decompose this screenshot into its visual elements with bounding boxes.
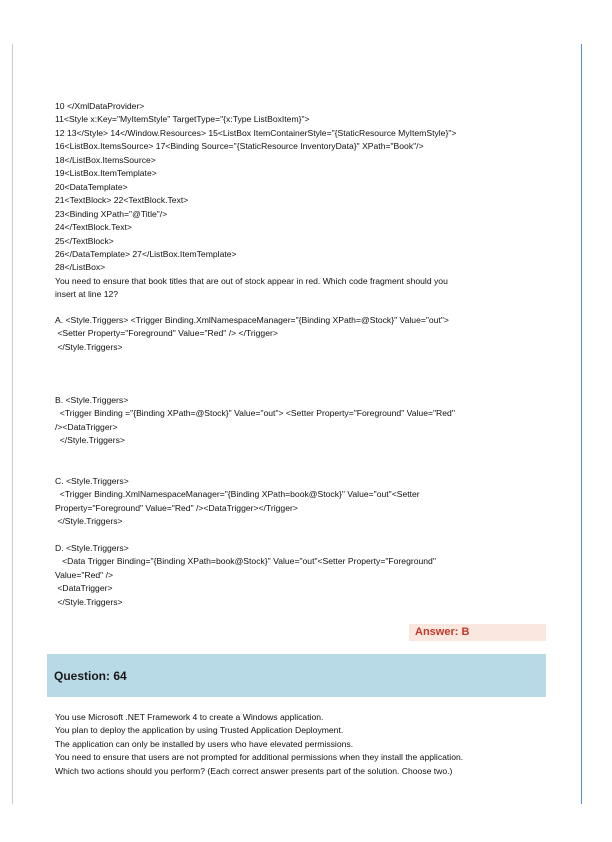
option-d-line: <DataTrigger> xyxy=(55,583,113,594)
option-d-line: </Style.Triggers> xyxy=(55,596,123,607)
answer-box xyxy=(409,624,546,641)
option-b xyxy=(55,394,545,448)
page-right-rule xyxy=(581,44,582,804)
code-line: 25</TextBlock> xyxy=(55,235,114,246)
code-line: 16<ListBox.ItemsSource> 17<Binding Source="{StaticResource InventoryData}" XPath="Book"/> xyxy=(55,141,424,152)
question-body-line: You use Microsoft .NET Framework 4 to create a Windows application. xyxy=(55,712,324,722)
answer-label: Answer: B xyxy=(415,626,470,638)
code-line: 28</ListBox> xyxy=(55,262,106,273)
code-line: 20<DataTemplate> xyxy=(55,181,128,192)
question-body-line: You plan to deploy the application by using Trusted Application Deployment. xyxy=(55,725,344,736)
code-line: 11<Style x:Key="MyItemStyle" TargetType="{x:Type ListBoxItem}"> xyxy=(55,114,310,125)
option-c-line: Property="Foreground" Value="Red" /><DataTrigger></Trigger> xyxy=(55,502,298,513)
question-prompt-line: insert at line 12? xyxy=(55,289,119,300)
option-d xyxy=(55,542,545,609)
option-a-line: A. <Style.Triggers> <Trigger Binding.XmlNamespaceManager="{Binding XPath=@Stock}" Value="out"> xyxy=(55,315,449,325)
option-c-line: C. <Style.Triggers> xyxy=(55,476,129,486)
page-left-rule xyxy=(12,44,13,804)
code-line: 10 </XmlDataProvider> xyxy=(55,101,145,111)
code-line: 12 13</Style> 14</Window.Resources> 15<ListBox ItemContainerStyle="{StaticResource MyItemStyle}"> xyxy=(55,127,457,138)
option-d-line: Value="Red" /> xyxy=(55,569,114,580)
option-a-line: </Style.Triggers> xyxy=(55,341,123,352)
option-b-line: <Trigger Binding ="{Binding XPath=@Stock}" Value="out"> <Setter Property="Foreground" Value="Red" xyxy=(55,408,455,419)
question-prompt-line: You need to ensure that book titles that are out of stock appear in red. Which code fragment should you xyxy=(55,275,448,286)
option-c xyxy=(55,475,545,529)
code-line: 23<Binding XPath="@Title"/> xyxy=(55,208,168,219)
option-b-line: /><DataTrigger> xyxy=(55,421,118,432)
code-line: 26</DataTemplate> 27</ListBox.ItemTemplate> xyxy=(55,248,237,259)
question-title: Question: 64 xyxy=(54,669,127,683)
question-body-line: You need to ensure that users are not prompted for additional permissions when they install the application. xyxy=(55,752,464,763)
code-line: 19<ListBox.ItemTemplate> xyxy=(55,168,157,179)
code-listing xyxy=(55,100,555,302)
option-b-line: </Style.Triggers> xyxy=(55,435,125,446)
question-header xyxy=(47,654,546,697)
option-d-line: <Data Trigger Binding="{Binding XPath=book@Stock}" Value="out"<Setter Property="Foreground" xyxy=(55,556,436,567)
option-c-line: </Style.Triggers> xyxy=(55,516,123,527)
option-b-line: B. <Style.Triggers> xyxy=(55,395,129,405)
question-body-line: The application can only be installed by users who have elevated permissions. xyxy=(55,738,354,749)
option-a-line: <Setter Property="Foreground" Value="Red" /> </Trigger> xyxy=(55,328,278,339)
question-body xyxy=(55,711,555,778)
option-a xyxy=(55,314,545,354)
code-line: 24</TextBlock.Text> xyxy=(55,222,132,233)
option-c-line: <Trigger Binding.XmlNamespaceManager="{Binding XPath=book@Stock}" Value="out"<Setter xyxy=(55,489,420,500)
code-line: 21<TextBlock> 22<TextBlock.Text> xyxy=(55,195,189,206)
option-d-line: D. <Style.Triggers> xyxy=(55,543,129,553)
question-body-line: Which two actions should you perform? (Each correct answer presents part of the solution. Choose two.) xyxy=(55,765,453,776)
code-line: 18</ListBox.ItemsSource> xyxy=(55,154,156,165)
